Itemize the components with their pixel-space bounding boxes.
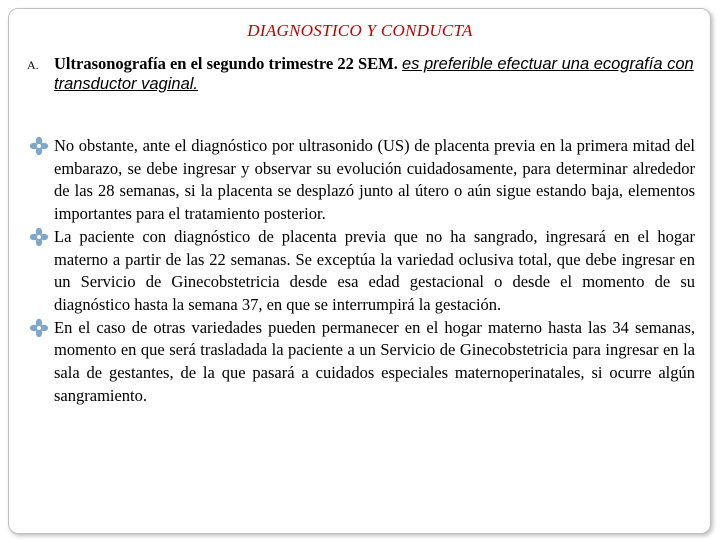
bullet-list	[27, 135, 695, 407]
bullet-text: La paciente con diagnóstico de placenta previa que no ha sangrado, ingresará en el hogar materno a partir de las 22 semanas. Se exceptúa la variedad oclusiva total, que debe ingresar en un Servicio de Ginecobstetricia desde esa edad gestacional o desde el momento de su diagnóstico hasta la semana 37, en que se interrumpirá la gestación.	[54, 226, 695, 314]
bullet-text: No obstante, ante el diagnóstico por ultrasonido (US) de placenta previa en la primera mitad del embarazo, se debe ingresar y observar su evolución cuidadosamente, para determinar alrededor de las 28 semanas, si la placenta se desplazó junto al útero o aún sigue estando baja, elementos importantes para el tratamiento posterior.	[54, 136, 695, 224]
item-a-emphasis: es preferible efectuar una ecografía con transductor vaginal.	[54, 55, 694, 93]
list-item	[27, 135, 695, 226]
item-a	[27, 54, 695, 94]
item-a-heading: Ultrasonografía en el segundo trimestre 22 SEM.	[54, 54, 398, 73]
list-item	[27, 317, 695, 408]
flower-bullet-icon	[29, 135, 49, 157]
flower-bullet-icon	[29, 317, 49, 339]
list-item	[27, 226, 695, 317]
slide-title: DIAGNOSTICO Y CONDUCTA	[247, 21, 473, 40]
item-a-marker: A.	[27, 58, 39, 72]
bullet-text: En el caso de otras variedades pueden permanecer en el hogar materno hasta las 34 semanas, momento en que será trasladada la paciente a un Servicio de Ginecobstetricia para ingresar en la sala de gestantes, de la que pasará a cuidados especiales maternoperinatales, si ocurre algún sangramiento.	[54, 317, 695, 405]
item-a-content	[54, 54, 695, 94]
flower-bullet-icon	[29, 226, 49, 248]
